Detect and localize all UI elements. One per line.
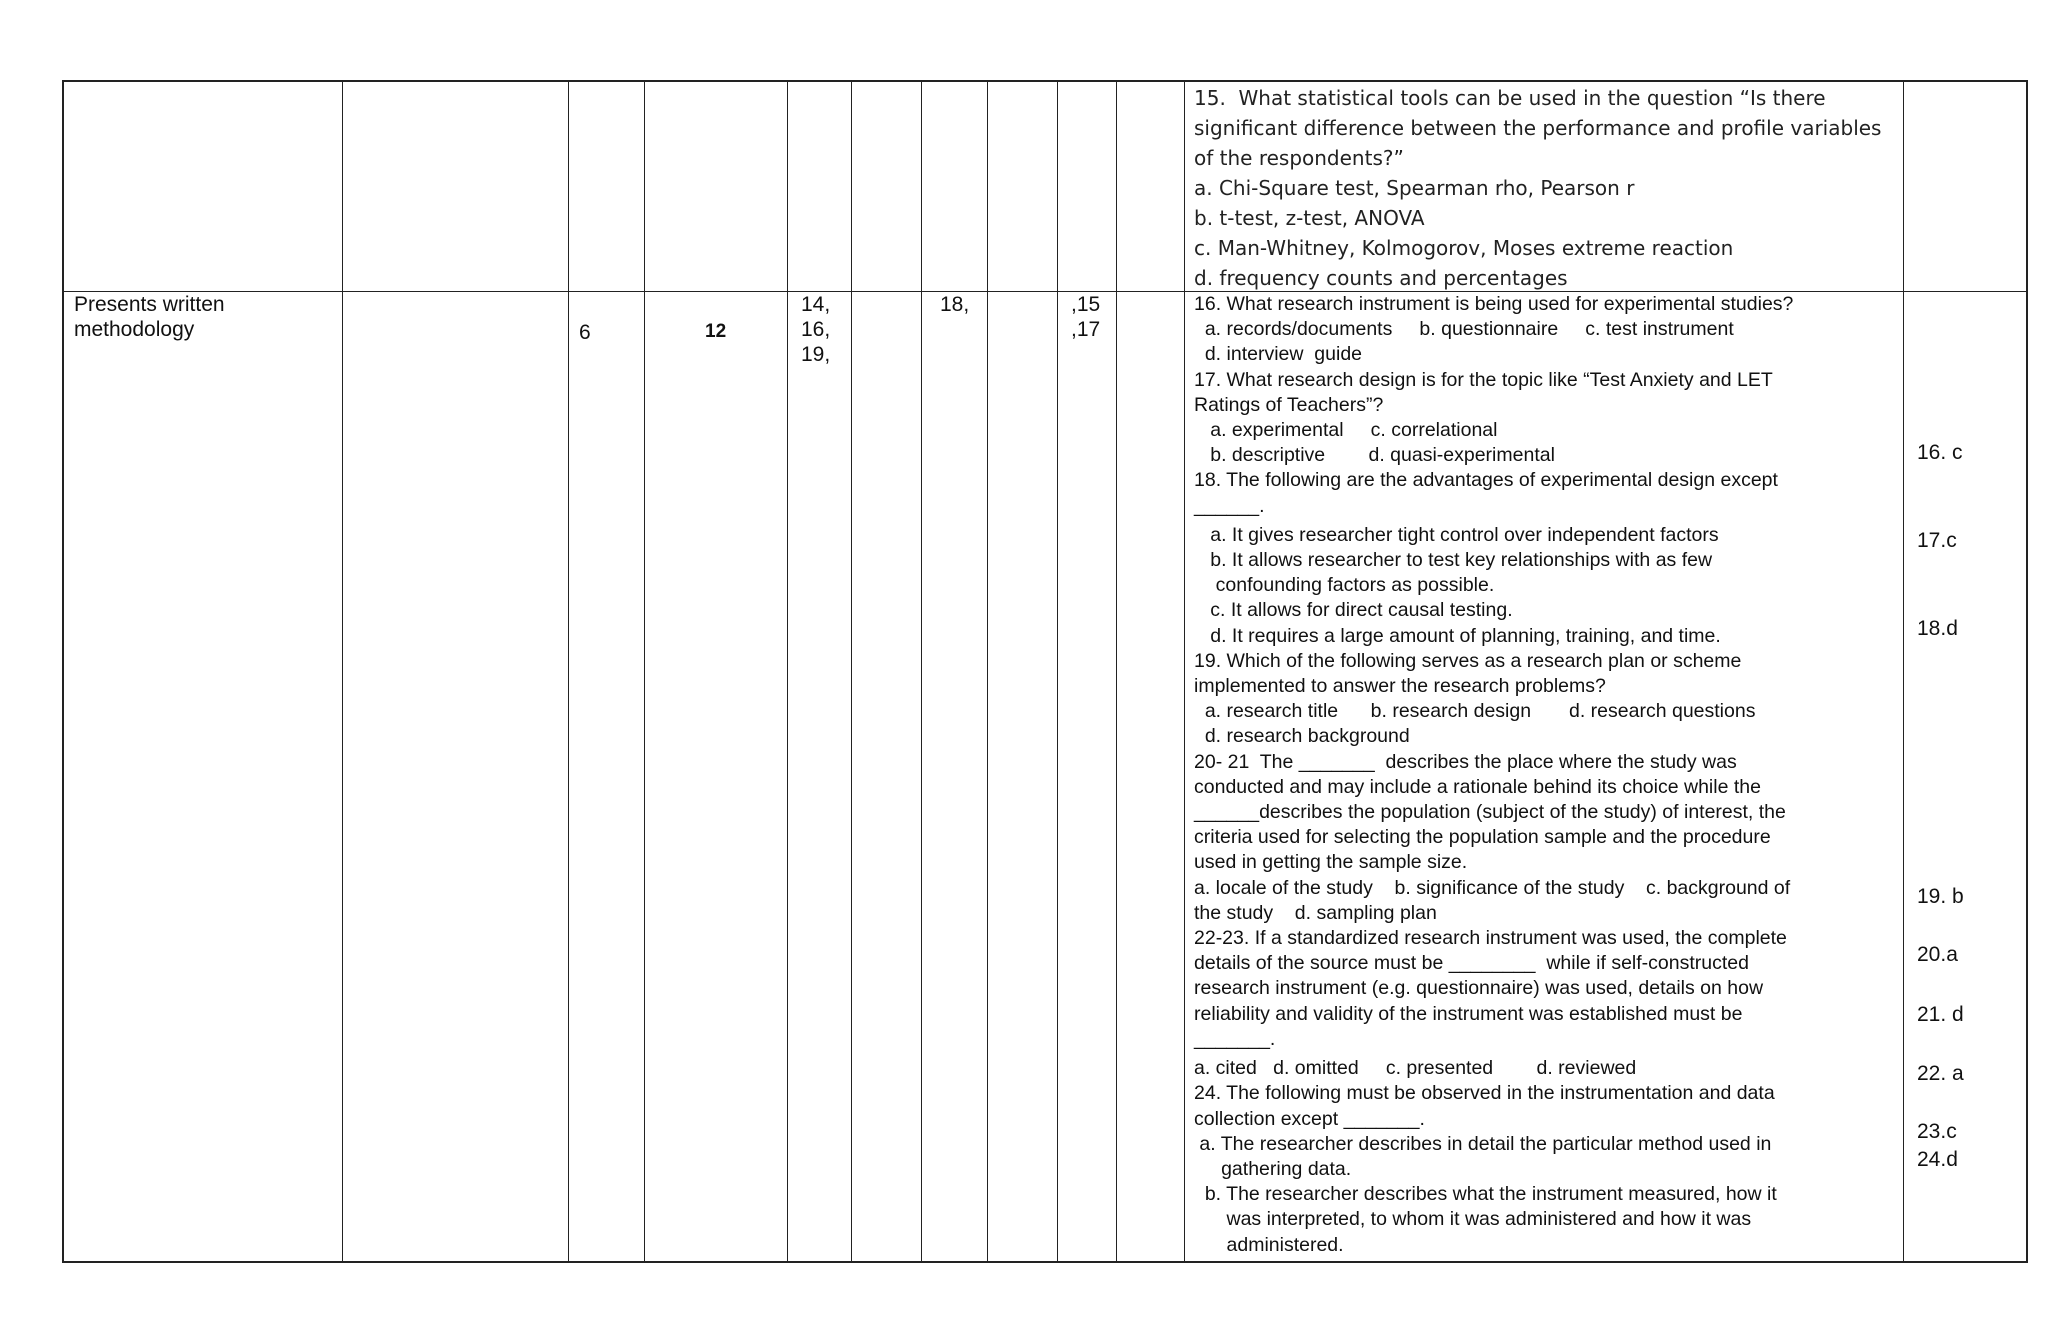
question-line: 17. What research design is for the topic like “Test Anxiety and LET bbox=[1194, 368, 1773, 391]
column-divider bbox=[1057, 82, 1058, 1261]
question-line: was interpreted, to whom it was administered and how it was bbox=[1194, 1208, 1752, 1231]
question-line: d. It requires a large amount of planning, training, and time. bbox=[1194, 624, 1721, 647]
question-line: ______describes the population (subject of the study) of interest, the bbox=[1194, 801, 1786, 824]
question-line: a. locale of the study b. significance of the study c. background of bbox=[1194, 876, 1791, 899]
question-line: Ratings of Teachers”? bbox=[1194, 393, 1384, 416]
column-divider bbox=[644, 82, 645, 1261]
question-line: details of the source must be ________ while if self-constructed bbox=[1194, 952, 1749, 975]
competency-label: Presents written methodology bbox=[74, 293, 225, 341]
column-divider bbox=[1116, 82, 1117, 1261]
question-line: a. It gives researcher tight control over independent factors bbox=[1194, 523, 1719, 546]
column-divider bbox=[987, 82, 988, 1261]
question-line: conducted and may include a rationale behind its choice while the bbox=[1194, 775, 1761, 798]
question-line: a. research title b. research design d. research questions bbox=[1194, 700, 1756, 723]
question-line: b. descriptive d. quasi-experimental bbox=[1194, 444, 1555, 467]
answer-key: 17.c bbox=[1917, 529, 1957, 552]
item-placement: ,15 ,17 bbox=[1071, 293, 1101, 341]
column-divider bbox=[921, 82, 922, 1261]
answer-key: 19. b bbox=[1917, 885, 1964, 908]
question-line: b. It allows researcher to test key relationships with as few bbox=[1194, 549, 1713, 572]
question-line: a. experimental c. correlational bbox=[1194, 419, 1498, 442]
question-line: used in getting the sample size. bbox=[1194, 851, 1468, 874]
days-value: 6 bbox=[579, 321, 591, 344]
questions-16-24-cell bbox=[1194, 292, 1899, 1258]
column-divider bbox=[1903, 82, 1904, 1261]
question-line: b. The researcher describes what the instrument measured, how it bbox=[1194, 1183, 1777, 1206]
q15-line: significant difference between the performance and profile variables bbox=[1194, 116, 1882, 140]
q15-option: b. t-test, z-test, ANOVA bbox=[1194, 206, 1425, 230]
question-line: 18. The following are the advantages of experimental design except bbox=[1194, 469, 1778, 492]
answer-key: 20.a bbox=[1917, 943, 1958, 966]
answer-key: 24.d bbox=[1917, 1148, 1958, 1171]
q15-option: c. Man-Whitney, Kolmogorov, Moses extreme reaction bbox=[1194, 236, 1734, 260]
question-line: reliability and validity of the instrument was established must be bbox=[1194, 1002, 1743, 1025]
column-divider bbox=[342, 82, 343, 1261]
question-line: gathering data. bbox=[1194, 1157, 1352, 1180]
question-line: 20- 21 The _______ describes the place where the study was bbox=[1194, 750, 1737, 773]
question-line: d. interview guide bbox=[1194, 343, 1363, 366]
answer-key: 21. d bbox=[1917, 1003, 1964, 1026]
question-line: a. The researcher describes in detail the particular method used in bbox=[1194, 1132, 1772, 1155]
answer-key: 16. c bbox=[1917, 441, 1963, 464]
question-line: 24. The following must be observed in the instrumentation and data bbox=[1194, 1082, 1775, 1105]
question-line: 19. Which of the following serves as a research plan or scheme bbox=[1194, 649, 1742, 672]
items-total: 12 bbox=[705, 321, 727, 342]
column-divider bbox=[1184, 82, 1185, 1261]
question-line: _______. bbox=[1194, 1027, 1276, 1050]
table-of-specification bbox=[62, 80, 2028, 1263]
q15-option: a. Chi-Square test, Spearman rho, Pearson r bbox=[1194, 176, 1635, 200]
question-line: 22-23. If a standardized research instrument was used, the complete bbox=[1194, 927, 1787, 950]
question-line: a. records/documents b. questionnaire c. test instrument bbox=[1194, 318, 1734, 341]
question-line: ______. bbox=[1194, 494, 1265, 517]
question-line: research instrument (e.g. questionnaire) was used, details on how bbox=[1194, 977, 1764, 1000]
question-line: collection except _______. bbox=[1194, 1107, 1425, 1130]
question-line: implemented to answer the research problems? bbox=[1194, 675, 1606, 698]
question-line: criteria used for selecting the population sample and the procedure bbox=[1194, 826, 1771, 849]
question-15-cell bbox=[1194, 83, 1899, 293]
question-line: 16. What research instrument is being used for experimental studies? bbox=[1194, 293, 1794, 315]
answer-key: 18.d bbox=[1917, 617, 1958, 640]
column-divider bbox=[851, 82, 852, 1261]
column-divider bbox=[787, 82, 788, 1261]
question-line: a. cited d. omitted c. presented d. reviewed bbox=[1194, 1057, 1637, 1080]
question-line: administered. bbox=[1194, 1233, 1344, 1256]
question-line: the study d. sampling plan bbox=[1194, 901, 1437, 924]
column-divider bbox=[568, 82, 569, 1261]
item-placement: 18, bbox=[940, 293, 970, 316]
q15-option: d. frequency counts and percentages bbox=[1194, 266, 1568, 290]
item-placement: 14, 16, 19, bbox=[801, 293, 831, 366]
answer-key: 23.c bbox=[1917, 1120, 1957, 1143]
question-line: d. research background bbox=[1194, 725, 1410, 748]
question-line: c. It allows for direct causal testing. bbox=[1194, 599, 1513, 622]
question-line: confounding factors as possible. bbox=[1194, 574, 1495, 597]
answer-key: 22. a bbox=[1917, 1062, 1964, 1085]
q15-line: 15. What statistical tools can be used in the question “Is there bbox=[1194, 86, 1826, 110]
q15-line: of the respondents?” bbox=[1194, 146, 1404, 170]
